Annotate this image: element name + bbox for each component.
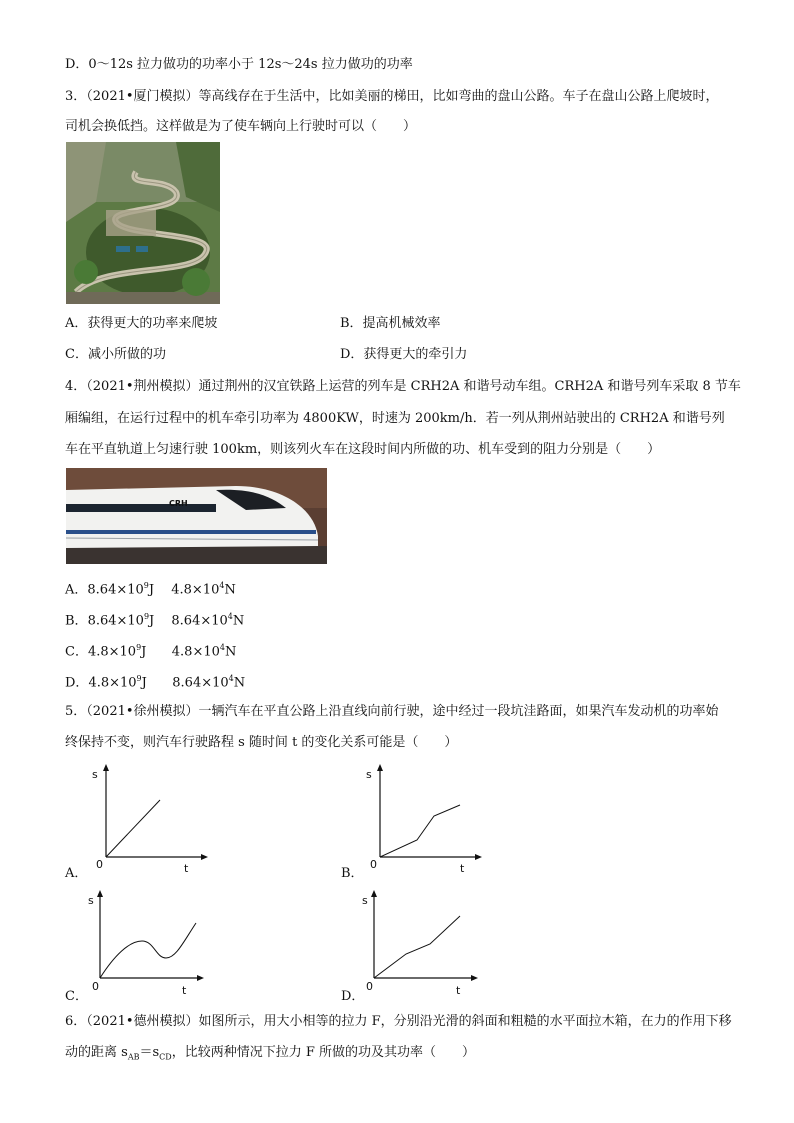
q4-option-a: A．$8.64\times 10^9J$ $4.8\times 10^4N$ (65, 581, 236, 598)
q5-graph-a-x-label: t (184, 862, 189, 875)
q3-option-c: C．减小所做的功 (65, 347, 166, 362)
q5-graph-d-label: D． (341, 989, 365, 1004)
q4-option-d: D．$4.8\times 10^9J$ $8.64\times 10^4N$ (65, 674, 246, 691)
q4-stem-line1: 4．（2021•荆州模拟）通过荆州的汉宜铁路上运营的列车是 CRH2A 和谐号动车组。CRH2A 和谐号列车采取 8 节车 (65, 379, 741, 394)
q4-option-b: B．$8.64\times 10^9J$ $8.64\times 10^4N$ (65, 612, 245, 629)
q3-stem-line1: 3．（2021•厦门模拟）等高线存在于生活中，比如美丽的梯田，比如弯曲的盘山公路。车子在盘山公路上爬坡时， (65, 89, 719, 104)
q5-graph-b-y-label: s (366, 768, 372, 781)
q6-stem-line1: 6．（2021•德州模拟）如图所示，用大小相等的拉力 F，分别沿光滑的斜面和粗糙的水平面拉木箱，在力的作用下移 (65, 1014, 732, 1029)
q5-graph-c-x-label: t (182, 984, 187, 996)
q5-stem-line2: 终保持不变，则汽车行驶路程 s 随时间 t 的变化关系可能是（ ） (65, 735, 458, 750)
q3-option-a: A．获得更大的功率来爬坡 (65, 316, 218, 331)
q3-option-d: D．获得更大的牵引力 (340, 347, 468, 362)
q5-graph-a-curve (106, 800, 160, 857)
q5-graph-c (84, 886, 214, 996)
q4-stem-line2: 厢编组，在运行过程中的机车牵引功率为 4800KW，时速为 200km/h．若一列从荆州站驶出的 CRH2A 和谐号列 (65, 411, 725, 426)
q5-graph-c-curve (100, 923, 196, 978)
q5-graph-a-y-label: s (92, 768, 98, 781)
train-logo-text: CRH (169, 499, 188, 508)
q5-graph-c-y-label: s (88, 894, 94, 907)
q3-stem-line2: 司机会换低挡。这样做是为了使车辆向上行驶时可以（ ） (65, 119, 417, 134)
q5-stem-line1: 5．（2021•徐州模拟）一辆汽车在平直公路上沿直线向前行驶，途中经过一段坑洼路面，如果汽车发动机的功率始 (65, 704, 719, 719)
q5-graph-a-origin: 0 (96, 858, 103, 871)
crh-train-photo (66, 468, 327, 564)
q5-graph-b (362, 760, 492, 875)
q5-graph-a-label: A． (65, 866, 88, 881)
mountain-road-photo (66, 142, 220, 304)
q5-graph-d-origin: 0 (366, 980, 373, 993)
q5-graph-a (88, 760, 218, 875)
q5-graph-d-y-label: s (362, 894, 368, 907)
q3-option-b: B．提高机械效率 (340, 316, 441, 331)
q5-graph-b-origin: 0 (370, 858, 377, 871)
q5-graph-b-x-label: t (460, 862, 465, 875)
q5-graph-d (358, 886, 488, 996)
q5-graph-c-label: C． (65, 989, 88, 1004)
q6-stem-line2: 动的距离 $s_{AB}=s_{CD}$，比较两种情况下拉力 F 所做的功及其功率（ ） (65, 1045, 475, 1062)
q2-option-d: D．0～12s 拉力做功的功率小于 12s～24s 拉力做功的功率 (65, 57, 413, 72)
q5-graph-b-curve (380, 805, 460, 857)
q4-option-c: C．$4.8\times 10^9J$ $4.8\times 10^4N$ (65, 643, 237, 660)
q5-graph-b-label: B． (341, 866, 364, 881)
q5-graph-d-curve (374, 916, 460, 978)
q5-graph-d-x-label: t (456, 984, 461, 996)
q5-graph-c-origin: 0 (92, 980, 99, 993)
q4-stem-line3: 车在平直轨道上匀速行驶 100km，则该列火车在这段时间内所做的功、机车受到的阻力分别是（ ） (65, 442, 661, 457)
